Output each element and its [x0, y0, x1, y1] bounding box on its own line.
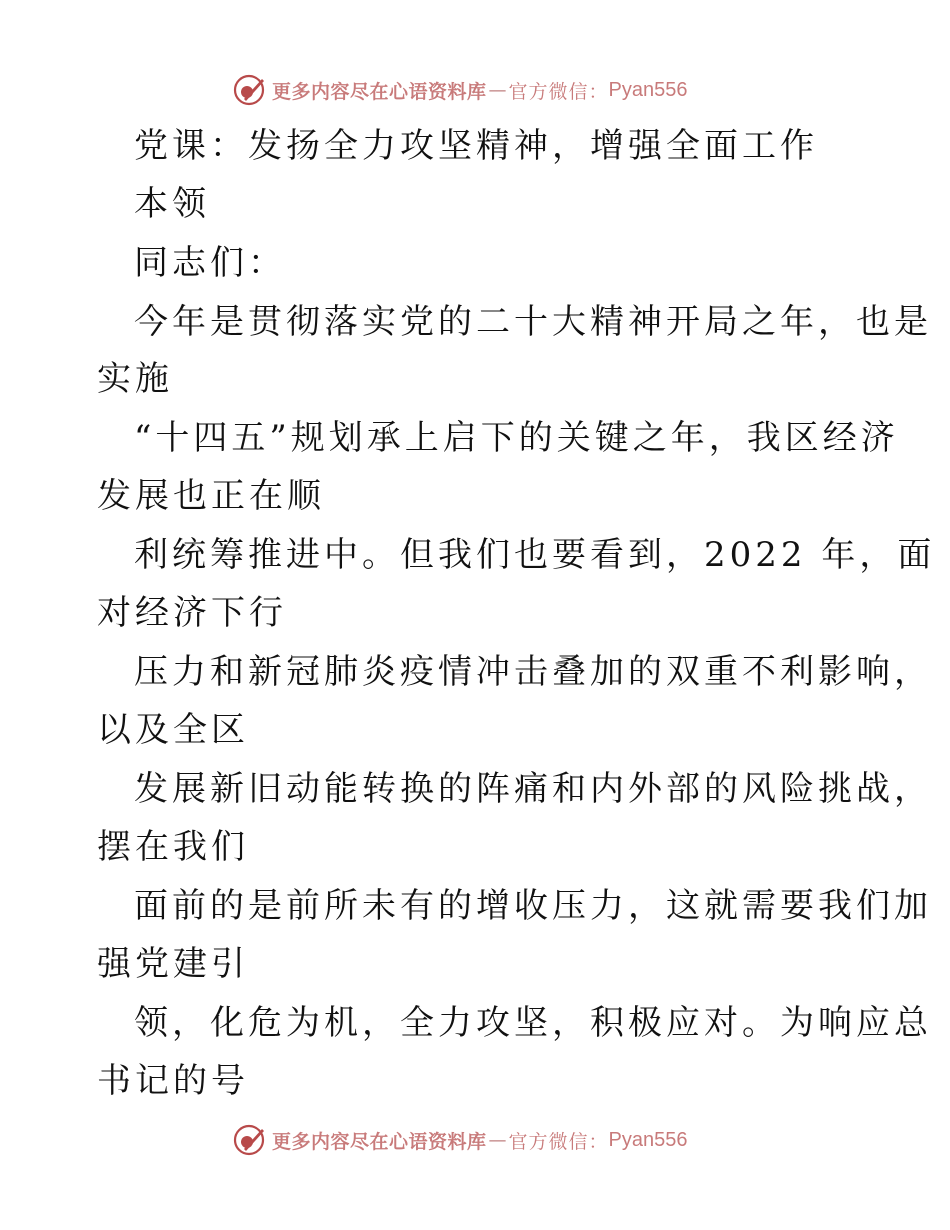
banner-wechat-id: Pyan556	[608, 1128, 688, 1151]
banner-dash: —	[488, 79, 507, 101]
paragraph-line: 今年是贯彻落实党的二十大精神开局之年，也是	[134, 302, 932, 342]
paragraph-line: 发展新旧动能转换的阵痛和内外部的风险挑战，	[134, 769, 932, 809]
header-banner	[0, 70, 950, 110]
paragraph-line: 发展也正在顺	[97, 476, 325, 516]
logo-icon	[232, 1123, 266, 1157]
logo-icon	[232, 73, 266, 107]
banner-wechat-id: Pyan556	[608, 78, 688, 101]
paragraph-line: 面前的是前所未有的增收压力，这就需要我们加	[134, 886, 932, 926]
banner-official: 官方微信：	[508, 1130, 609, 1153]
paragraph-line: 领，化危为机，全力攻坚，积极应对。为响应总	[134, 1003, 932, 1043]
salutation: 同志们：	[134, 243, 286, 283]
paragraph-line: 利统筹推进中。但我们也要看到，2022 年，面	[134, 535, 936, 575]
paragraph-line: 以及全区	[97, 710, 249, 750]
paragraph-line: 书记的号	[97, 1061, 249, 1101]
paragraph-line: 对经济下行	[97, 593, 287, 633]
paragraph-line: “十四五”规划承上启下的关键之年，我区经济	[134, 418, 899, 458]
banner-dash: —	[488, 1129, 507, 1151]
banner-brand: 更多内容尽在心语资料库	[272, 1130, 487, 1153]
banner-brand: 更多内容尽在心语资料库	[272, 80, 487, 103]
paragraph-line: 压力和新冠肺炎疫情冲击叠加的双重不利影响，	[134, 652, 932, 692]
document-title-cont: 本领	[134, 184, 210, 224]
banner-official: 官方微信：	[508, 80, 609, 103]
footer-banner	[0, 1120, 950, 1160]
paragraph-line: 摆在我们	[97, 827, 249, 867]
paragraph-line: 实施	[97, 359, 173, 399]
document-title: 党课：发扬全力攻坚精神，增强全面工作	[134, 126, 818, 166]
paragraph-line: 强党建引	[97, 944, 249, 984]
